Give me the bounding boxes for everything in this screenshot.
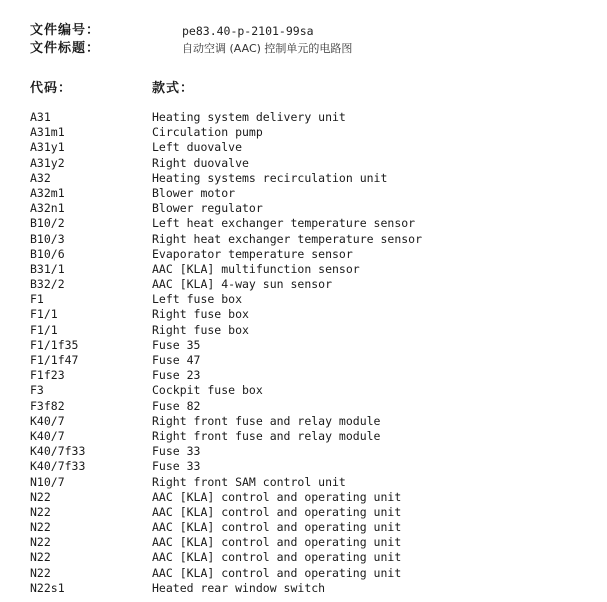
row-description: Fuse 33 xyxy=(152,444,201,459)
row-description: AAC [KLA] control and operating unit xyxy=(152,489,402,504)
row-description: Left heat exchanger temperature sensor xyxy=(152,216,416,231)
row-code: A32m1 xyxy=(30,185,65,200)
row-code: F1/1 xyxy=(30,307,58,322)
style-column-header: 款式： xyxy=(152,81,195,96)
row-code: A31y2 xyxy=(30,155,65,170)
row-code: F1 xyxy=(30,292,44,307)
row-code: F1/1f47 xyxy=(30,353,79,367)
row-code: N10/7 xyxy=(30,474,65,489)
table-row xyxy=(30,459,600,474)
row-code: F1/1f35 xyxy=(30,337,79,352)
row-description: Right fuse box xyxy=(152,322,249,337)
table-row xyxy=(30,414,600,429)
row-description: Right front SAM control unit xyxy=(152,474,346,489)
row-code: N22s1 xyxy=(30,580,65,595)
row-code: N22 xyxy=(30,489,51,504)
table-row xyxy=(30,383,600,398)
row-code: N22 xyxy=(30,535,51,550)
table-row xyxy=(30,277,600,292)
table-row xyxy=(30,307,600,322)
table-row xyxy=(30,444,600,459)
row-code: K40/7f33 xyxy=(30,444,86,459)
row-code: F1f23 xyxy=(30,368,65,383)
table-row xyxy=(30,399,600,414)
row-code: B10/6 xyxy=(30,246,65,261)
row-code: N22 xyxy=(30,504,51,519)
row-code: A31 xyxy=(30,110,51,124)
table-row xyxy=(30,505,600,520)
doc-number-value: pe83.40-p-2101-99sa xyxy=(182,24,314,38)
row-code: F3f82 xyxy=(30,398,65,413)
row-description: Fuse 23 xyxy=(152,368,201,383)
row-description: Fuse 35 xyxy=(152,337,201,352)
row-description: AAC [KLA] multifunction sensor xyxy=(152,261,360,276)
row-description: Right heat exchanger temperature sensor xyxy=(152,231,423,246)
row-description: Blower motor xyxy=(152,185,236,200)
row-code: N22 xyxy=(30,565,51,580)
row-description: AAC [KLA] control and operating unit xyxy=(152,565,402,580)
row-description: Right front fuse and relay module xyxy=(152,428,381,443)
table-row xyxy=(30,201,600,216)
table-row xyxy=(30,566,600,581)
row-code: K40/7 xyxy=(30,428,65,443)
row-code: A32 xyxy=(30,170,51,185)
row-code: A31m1 xyxy=(30,125,65,140)
table-row xyxy=(30,323,600,338)
row-code: A32n1 xyxy=(30,201,65,216)
row-code: N22 xyxy=(30,520,51,535)
row-code: B10/3 xyxy=(30,231,65,246)
component-list xyxy=(30,110,600,596)
row-description: Right fuse box xyxy=(152,307,249,322)
row-description: Heating system delivery unit xyxy=(152,110,346,124)
table-row xyxy=(30,550,600,565)
table-row xyxy=(30,338,600,353)
table-row xyxy=(30,262,600,277)
row-description: Left fuse box xyxy=(152,292,243,307)
row-description: Fuse 47 xyxy=(152,353,201,367)
row-description: AAC [KLA] control and operating unit xyxy=(152,535,402,550)
table-row xyxy=(30,429,600,444)
row-description: Right front fuse and relay module xyxy=(152,413,381,428)
doc-title-value: 自动空调 (AAC) 控制单元的电路图 xyxy=(182,42,353,55)
table-row xyxy=(30,247,600,262)
row-code: B32/2 xyxy=(30,277,65,292)
row-code: K40/7 xyxy=(30,413,65,428)
row-description: Cockpit fuse box xyxy=(152,383,263,398)
row-description: Evaporator temperature sensor xyxy=(152,246,353,261)
row-code: N22 xyxy=(30,550,51,565)
table-row xyxy=(30,292,600,307)
row-code: K40/7f33 xyxy=(30,459,86,474)
code-column-header: 代码： xyxy=(30,81,73,96)
table-row xyxy=(30,171,600,186)
row-code: B10/2 xyxy=(30,216,65,231)
table-row xyxy=(30,125,600,140)
table-row xyxy=(30,475,600,490)
table-row xyxy=(30,520,600,535)
table-row xyxy=(30,186,600,201)
table-row xyxy=(30,368,600,383)
table-row xyxy=(30,110,600,125)
row-description: Right duovalve xyxy=(152,155,249,170)
table-row xyxy=(30,581,600,596)
doc-number-label: 文件编号： xyxy=(30,23,101,38)
row-description: Fuse 33 xyxy=(152,459,201,474)
table-row xyxy=(30,535,600,550)
doc-title-row xyxy=(30,40,600,58)
row-description: AAC [KLA] control and operating unit xyxy=(152,520,402,535)
row-description: AAC [KLA] control and operating unit xyxy=(152,504,402,519)
row-code: B31/1 xyxy=(30,261,65,276)
row-description: Circulation pump xyxy=(152,125,263,140)
doc-number-row xyxy=(30,22,600,40)
row-description: Heating systems recirculation unit xyxy=(152,170,388,185)
row-code: F1/1 xyxy=(30,322,58,337)
table-row xyxy=(30,140,600,155)
row-description: Left duovalve xyxy=(152,140,243,155)
table-row xyxy=(30,353,600,368)
table-row xyxy=(30,216,600,231)
row-code: F3 xyxy=(30,383,44,398)
row-code: A31y1 xyxy=(30,140,65,155)
row-description: AAC [KLA] control and operating unit xyxy=(152,550,402,565)
table-row xyxy=(30,490,600,505)
row-description: Fuse 82 xyxy=(152,398,201,413)
row-description: Heated rear window switch xyxy=(152,580,326,595)
doc-title-label: 文件标题： xyxy=(30,41,101,56)
table-row xyxy=(30,232,600,247)
row-description: Blower regulator xyxy=(152,201,263,216)
table-header xyxy=(30,80,600,98)
row-description: AAC [KLA] 4-way sun sensor xyxy=(152,277,333,292)
table-row xyxy=(30,156,600,171)
